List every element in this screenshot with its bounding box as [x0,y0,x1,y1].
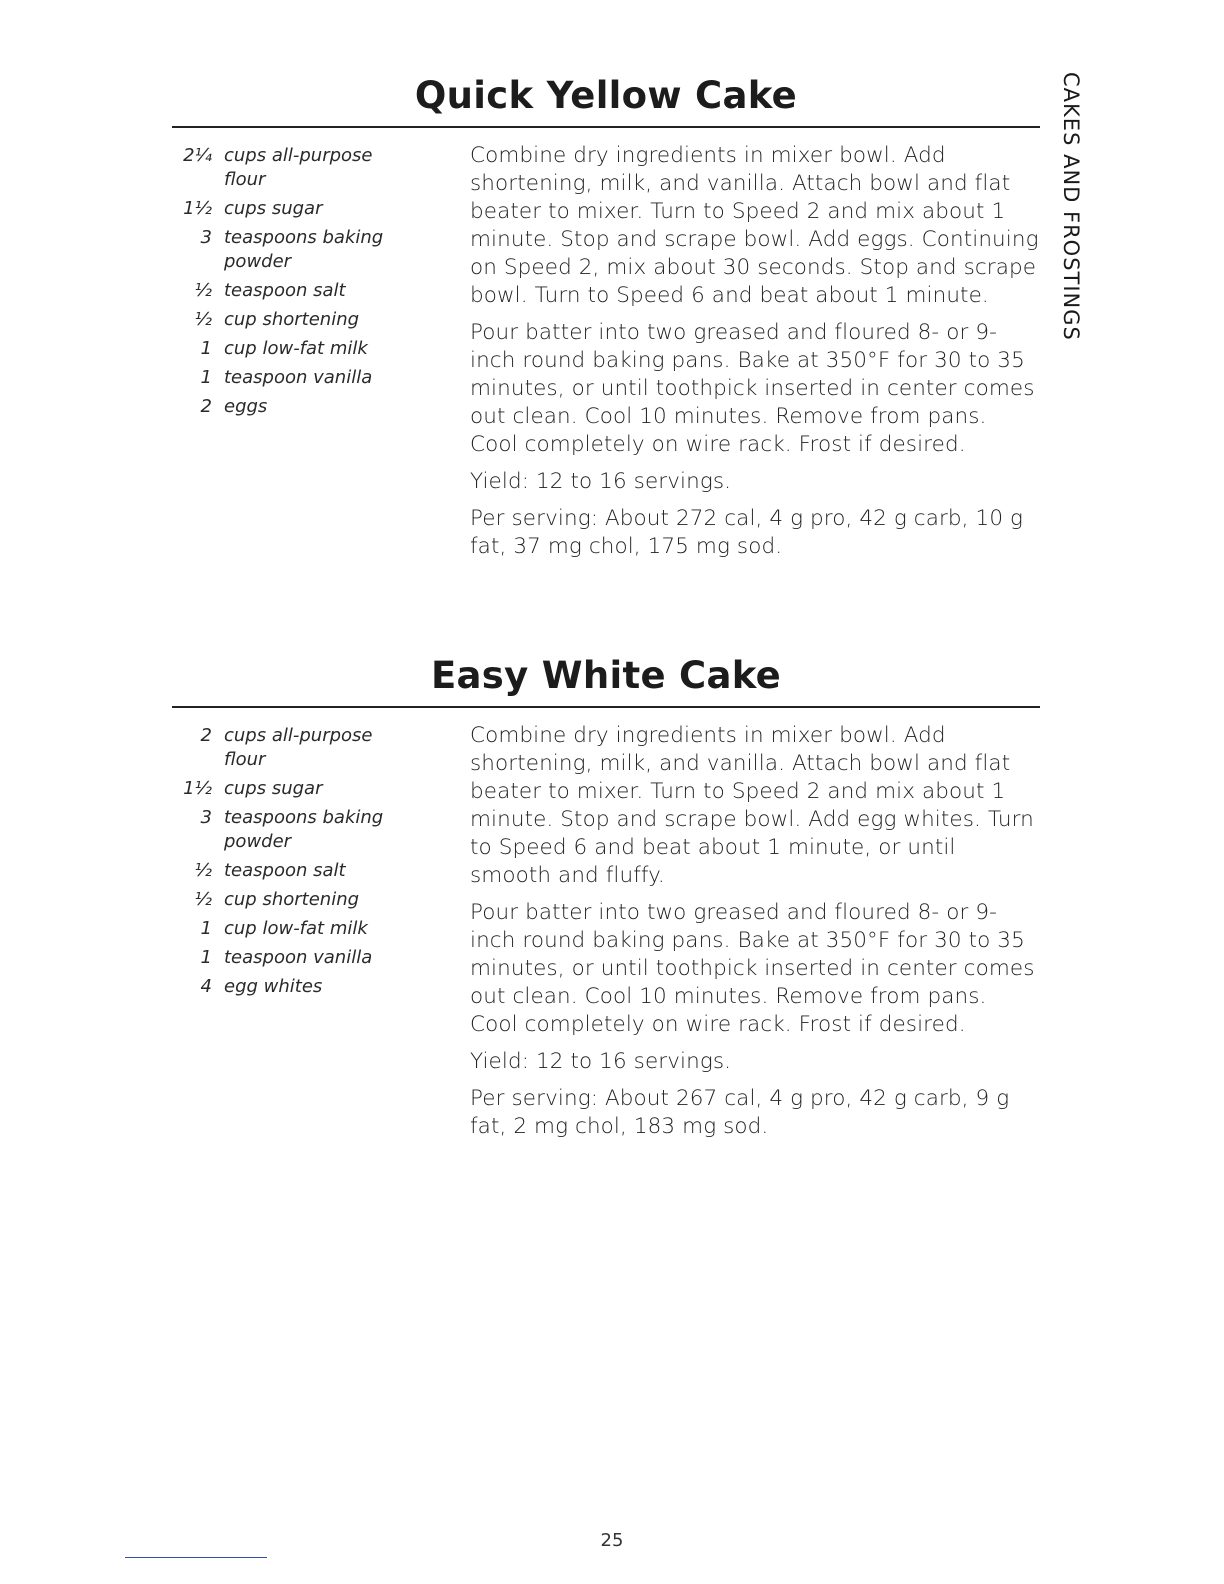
ingredient-item [172,366,432,390]
ingredient-desc: cup low-fat milk [224,918,368,939]
method-text [470,722,1040,1150]
ingredient-item [172,395,432,419]
yield-text: Yield: 12 to 16 servings. [470,1049,732,1074]
ingredient-item [172,308,432,332]
ingredient-item [172,975,432,999]
ingredient-desc: eggs [224,396,268,417]
ingredient-desc: cup low-fat milk [224,338,368,359]
recipe-title: Easy White Cake [430,654,782,697]
footnote-divider [125,1557,267,1558]
ingredient-item [172,197,432,221]
ingredient-desc: cups sugar [224,778,323,799]
ingredient-item [172,917,432,941]
ingredient-desc: cup shortening [224,889,360,910]
ingredient-item [172,279,432,303]
ingredient-item [172,226,432,274]
ingredient-desc: teaspoon salt [224,860,346,881]
ingredient-list [172,144,432,424]
recipe-title: Quick Yellow Cake [414,74,798,117]
method-paragraph: Pour batter into two greased and floured 8- or 9-inch round baking pans. Bake at 350°F for 30 to 35 minutes, or until toothpick inserted in center comes out clean. Cool 10 minutes. Remove from pans. Cool completely on wire rack. Frost if desired. [470,900,1035,1037]
ingredient-qty: 3 [200,807,212,828]
ingredient-qty: 2¼ [183,145,212,166]
ingredient-qty: 2 [200,396,212,417]
recipe-easy-white-cake [172,652,1040,1188]
ingredient-desc: teaspoon salt [224,280,346,301]
method-paragraph: Pour batter into two greased and floured 8- or 9-inch round baking pans. Bake at 350°F for 30 to 35 minutes, or until toothpick inserted in center comes out clean. Cool 10 minutes. Remove from pans. Cool completely on wire rack. Frost if desired. [470,320,1035,457]
yield-text: Yield: 12 to 16 servings. [470,469,732,494]
ingredient-qty: 1 [200,338,212,359]
ingredient-desc: teaspoons baking powder [224,807,384,852]
ingredient-item [172,144,432,192]
ingredient-desc: teaspoon vanilla [224,947,373,968]
method-paragraph: Combine dry ingredients in mixer bowl. Add shortening, milk, and vanilla. Attach bowl and flat beater to mixer. Turn to Speed 2 and mix about 1 minute. Stop and scrape bowl. Add egg whites. Turn to Speed 6 and beat about 1 minute, or until smooth and fluffy. [470,723,1034,888]
ingredient-qty: ½ [194,309,212,330]
ingredient-qty: 1 [200,947,212,968]
ingredient-item [172,888,432,912]
recipe-quick-yellow-cake [172,72,1040,608]
ingredient-desc: cup shortening [224,309,360,330]
method-paragraph: Combine dry ingredients in mixer bowl. Add shortening, milk, and vanilla. Attach bowl and flat beater to mixer. Turn to Speed 2 and mix about 1 minute. Stop and scrape bowl. Add eggs. Continuing on Speed 2, mix about 30 seconds. Stop and scrape bowl. Turn to Speed 6 and beat about 1 minute. [470,143,1039,308]
ingredient-desc: cups all-purpose flour [224,145,373,190]
ingredient-qty: 1½ [183,778,212,799]
ingredient-item [172,777,432,801]
ingredient-desc: cups sugar [224,198,323,219]
nutrition-text: Per serving: About 267 cal, 4 g pro, 42 g carb, 9 g fat, 2 mg chol, 183 mg sod. [470,1086,1010,1139]
nutrition-text: Per serving: About 272 cal, 4 g pro, 42 g carb, 10 g fat, 37 mg chol, 175 mg sod. [470,506,1024,559]
ingredient-qty: ½ [194,860,212,881]
ingredient-qty: 2 [200,725,212,746]
ingredient-qty: 3 [200,227,212,248]
ingredient-desc: egg whites [224,976,323,997]
ingredient-item [172,859,432,883]
ingredient-qty: 1 [200,918,212,939]
ingredient-desc: teaspoons baking powder [224,227,384,272]
ingredient-item [172,946,432,970]
section-side-tab: CAKES AND FROSTINGS [1059,72,1083,341]
page-number: 25 [600,1530,624,1551]
ingredient-qty: 4 [200,976,212,997]
ingredient-desc: cups all-purpose flour [224,725,373,770]
ingredient-qty: ½ [194,889,212,910]
ingredient-item [172,337,432,361]
ingredient-qty: 1½ [183,198,212,219]
ingredient-list [172,724,432,1004]
method-text [470,142,1040,570]
ingredient-item [172,724,432,772]
ingredient-item [172,806,432,854]
ingredient-qty: 1 [200,367,212,388]
ingredient-qty: ½ [194,280,212,301]
ingredient-desc: teaspoon vanilla [224,367,373,388]
